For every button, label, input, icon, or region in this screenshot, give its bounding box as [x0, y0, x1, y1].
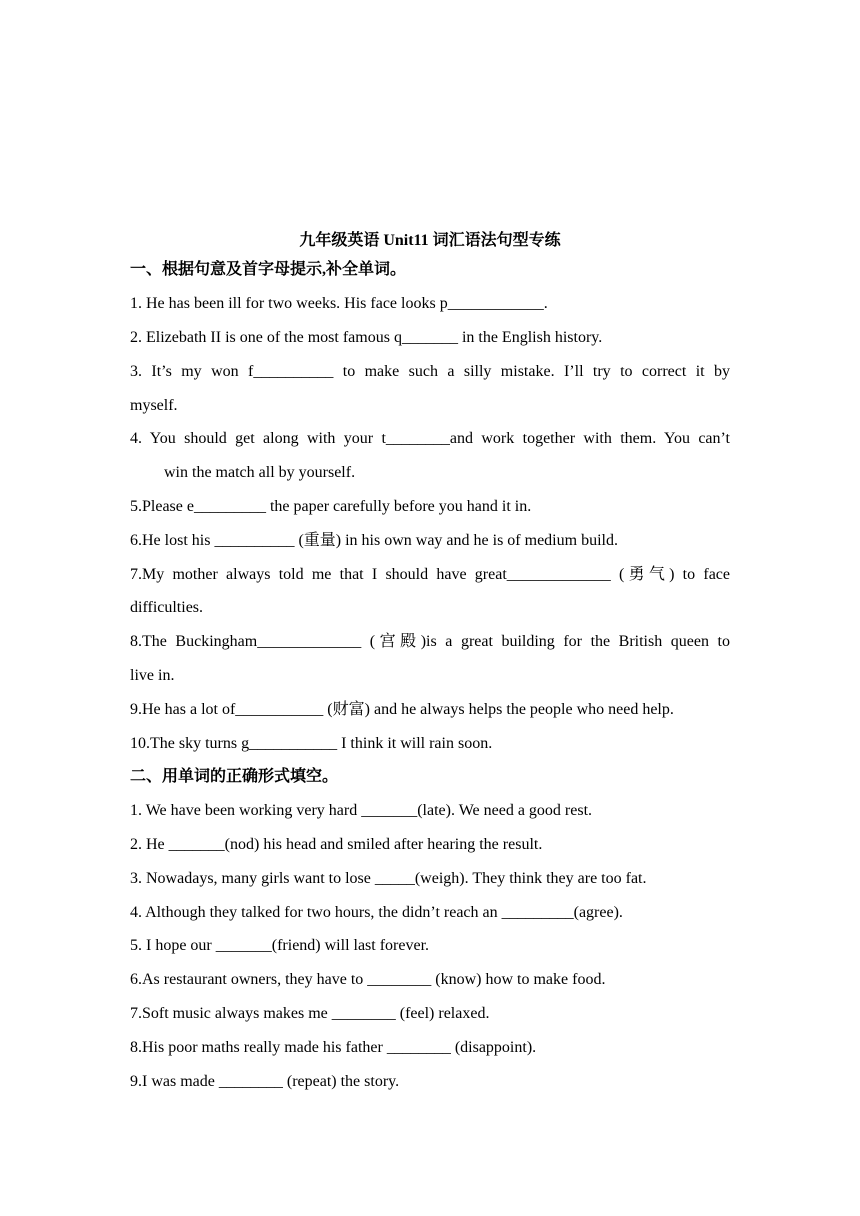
- section-heading-1: 一、根据句意及首字母提示,补全单词。: [130, 261, 407, 278]
- exercise-line: 10.The sky turns g___________ I think it will rain soon.: [130, 735, 493, 752]
- exercise-line: 5.Please e_________ the paper carefully before you hand it in.: [130, 498, 532, 515]
- exercise-line-continuation: win the match all by yourself.: [164, 464, 356, 481]
- section-heading-2: 二、用单词的正确形式填空。: [130, 768, 339, 785]
- page-title: 九年级英语 Unit11 词汇语法句型专练: [299, 232, 561, 249]
- exercise-line: 8.The Buckingham_____________ (宫殿)is a great building for the British queen to: [130, 633, 730, 650]
- exercise-line: 7.Soft music always makes me ________ (feel) relaxed.: [130, 1005, 490, 1022]
- exercise-line: 3. Nowadays, many girls want to lose _____(weigh). They think they are too fat.: [130, 870, 647, 887]
- exercise-line: 9.I was made ________ (repeat) the story.: [130, 1073, 400, 1090]
- exercise-line: 7.My mother always told me that I should have great_____________ (勇气) to face: [130, 566, 730, 583]
- exercise-line-continuation: myself.: [130, 397, 178, 414]
- exercise-line: 6.As restaurant owners, they have to ________ (know) how to make food.: [130, 971, 606, 988]
- exercise-line: 4. You should get along with your t________and work together with them. You can’t: [130, 430, 730, 447]
- exercise-line-continuation: live in.: [130, 667, 175, 684]
- exercise-line: 1. We have been working very hard _______(late). We need a good rest.: [130, 802, 593, 819]
- exercise-line: 9.He has a lot of___________ (财富) and he always helps the people who need help.: [130, 701, 674, 718]
- exercise-line: 2. He _______(nod) his head and smiled after hearing the result.: [130, 836, 543, 853]
- exercise-line: 8.His poor maths really made his father ________ (disappoint).: [130, 1039, 537, 1056]
- exercise-line: 3. It’s my won f__________ to make such a silly mistake. I’ll try to correct it by: [130, 363, 730, 380]
- exercise-line-continuation: difficulties.: [130, 599, 204, 616]
- exercise-line: 2. Elizebath II is one of the most famous q_______ in the English history.: [130, 329, 603, 346]
- exercise-line: 6.He lost his __________ (重量) in his own way and he is of medium build.: [130, 532, 618, 549]
- exercise-line: 1. He has been ill for two weeks. His face looks p____________.: [130, 295, 548, 312]
- exercise-line: 4. Although they talked for two hours, the didn’t reach an _________(agree).: [130, 904, 623, 921]
- exercise-line: 5. I hope our _______(friend) will last forever.: [130, 937, 430, 954]
